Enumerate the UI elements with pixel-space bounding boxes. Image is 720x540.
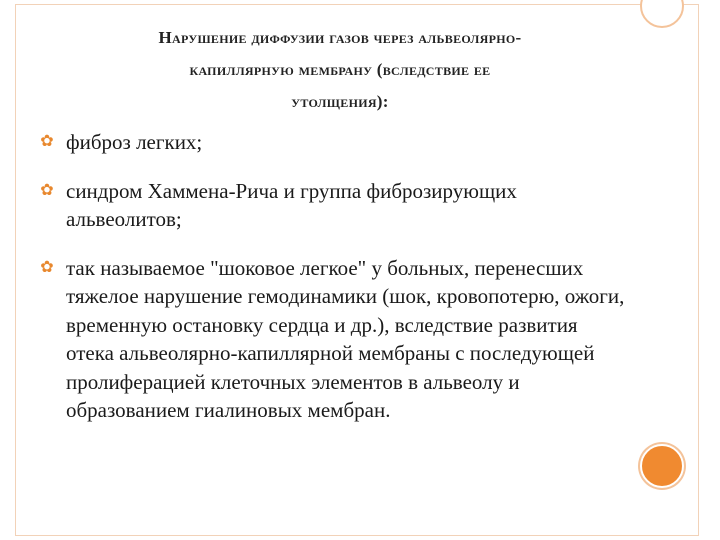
bullet-item-3 xyxy=(40,254,630,425)
flower-bullet-icon: ✿ xyxy=(40,258,54,276)
bullet-list xyxy=(40,128,630,445)
flower-bullet-icon: ✿ xyxy=(40,133,54,150)
bullet-item-1 xyxy=(40,128,630,157)
decorative-circle-bottom xyxy=(640,444,684,488)
bullet-text-1: фиброз легких; xyxy=(66,130,203,154)
title-line-2: капиллярную мембрану (вследствие ее xyxy=(189,60,491,79)
slide-title xyxy=(40,22,640,118)
bullet-text-3: так называемое "шоковое легкое" у больных, перенесших тяжелое нарушение гемодинамики (шок, кровопотерю, ожоги, временную остановку сердца и др.), вследствие развития отека альвеолярно-капиллярной мембраны с последующей пролиферацией клеточных элементов в альвеолу и образованием гиалиновых мембран. xyxy=(66,255,625,422)
bullet-item-2 xyxy=(40,177,630,234)
bullet-text-2: синдром Хаммена-Рича и группа фиброзирующих альвеолитов; xyxy=(66,178,517,231)
title-line-1: Нарушение диффузии газов через альвеолярно- xyxy=(158,28,522,47)
flower-bullet-icon: ✿ xyxy=(40,181,54,199)
title-line-3: утолщения): xyxy=(291,92,389,111)
